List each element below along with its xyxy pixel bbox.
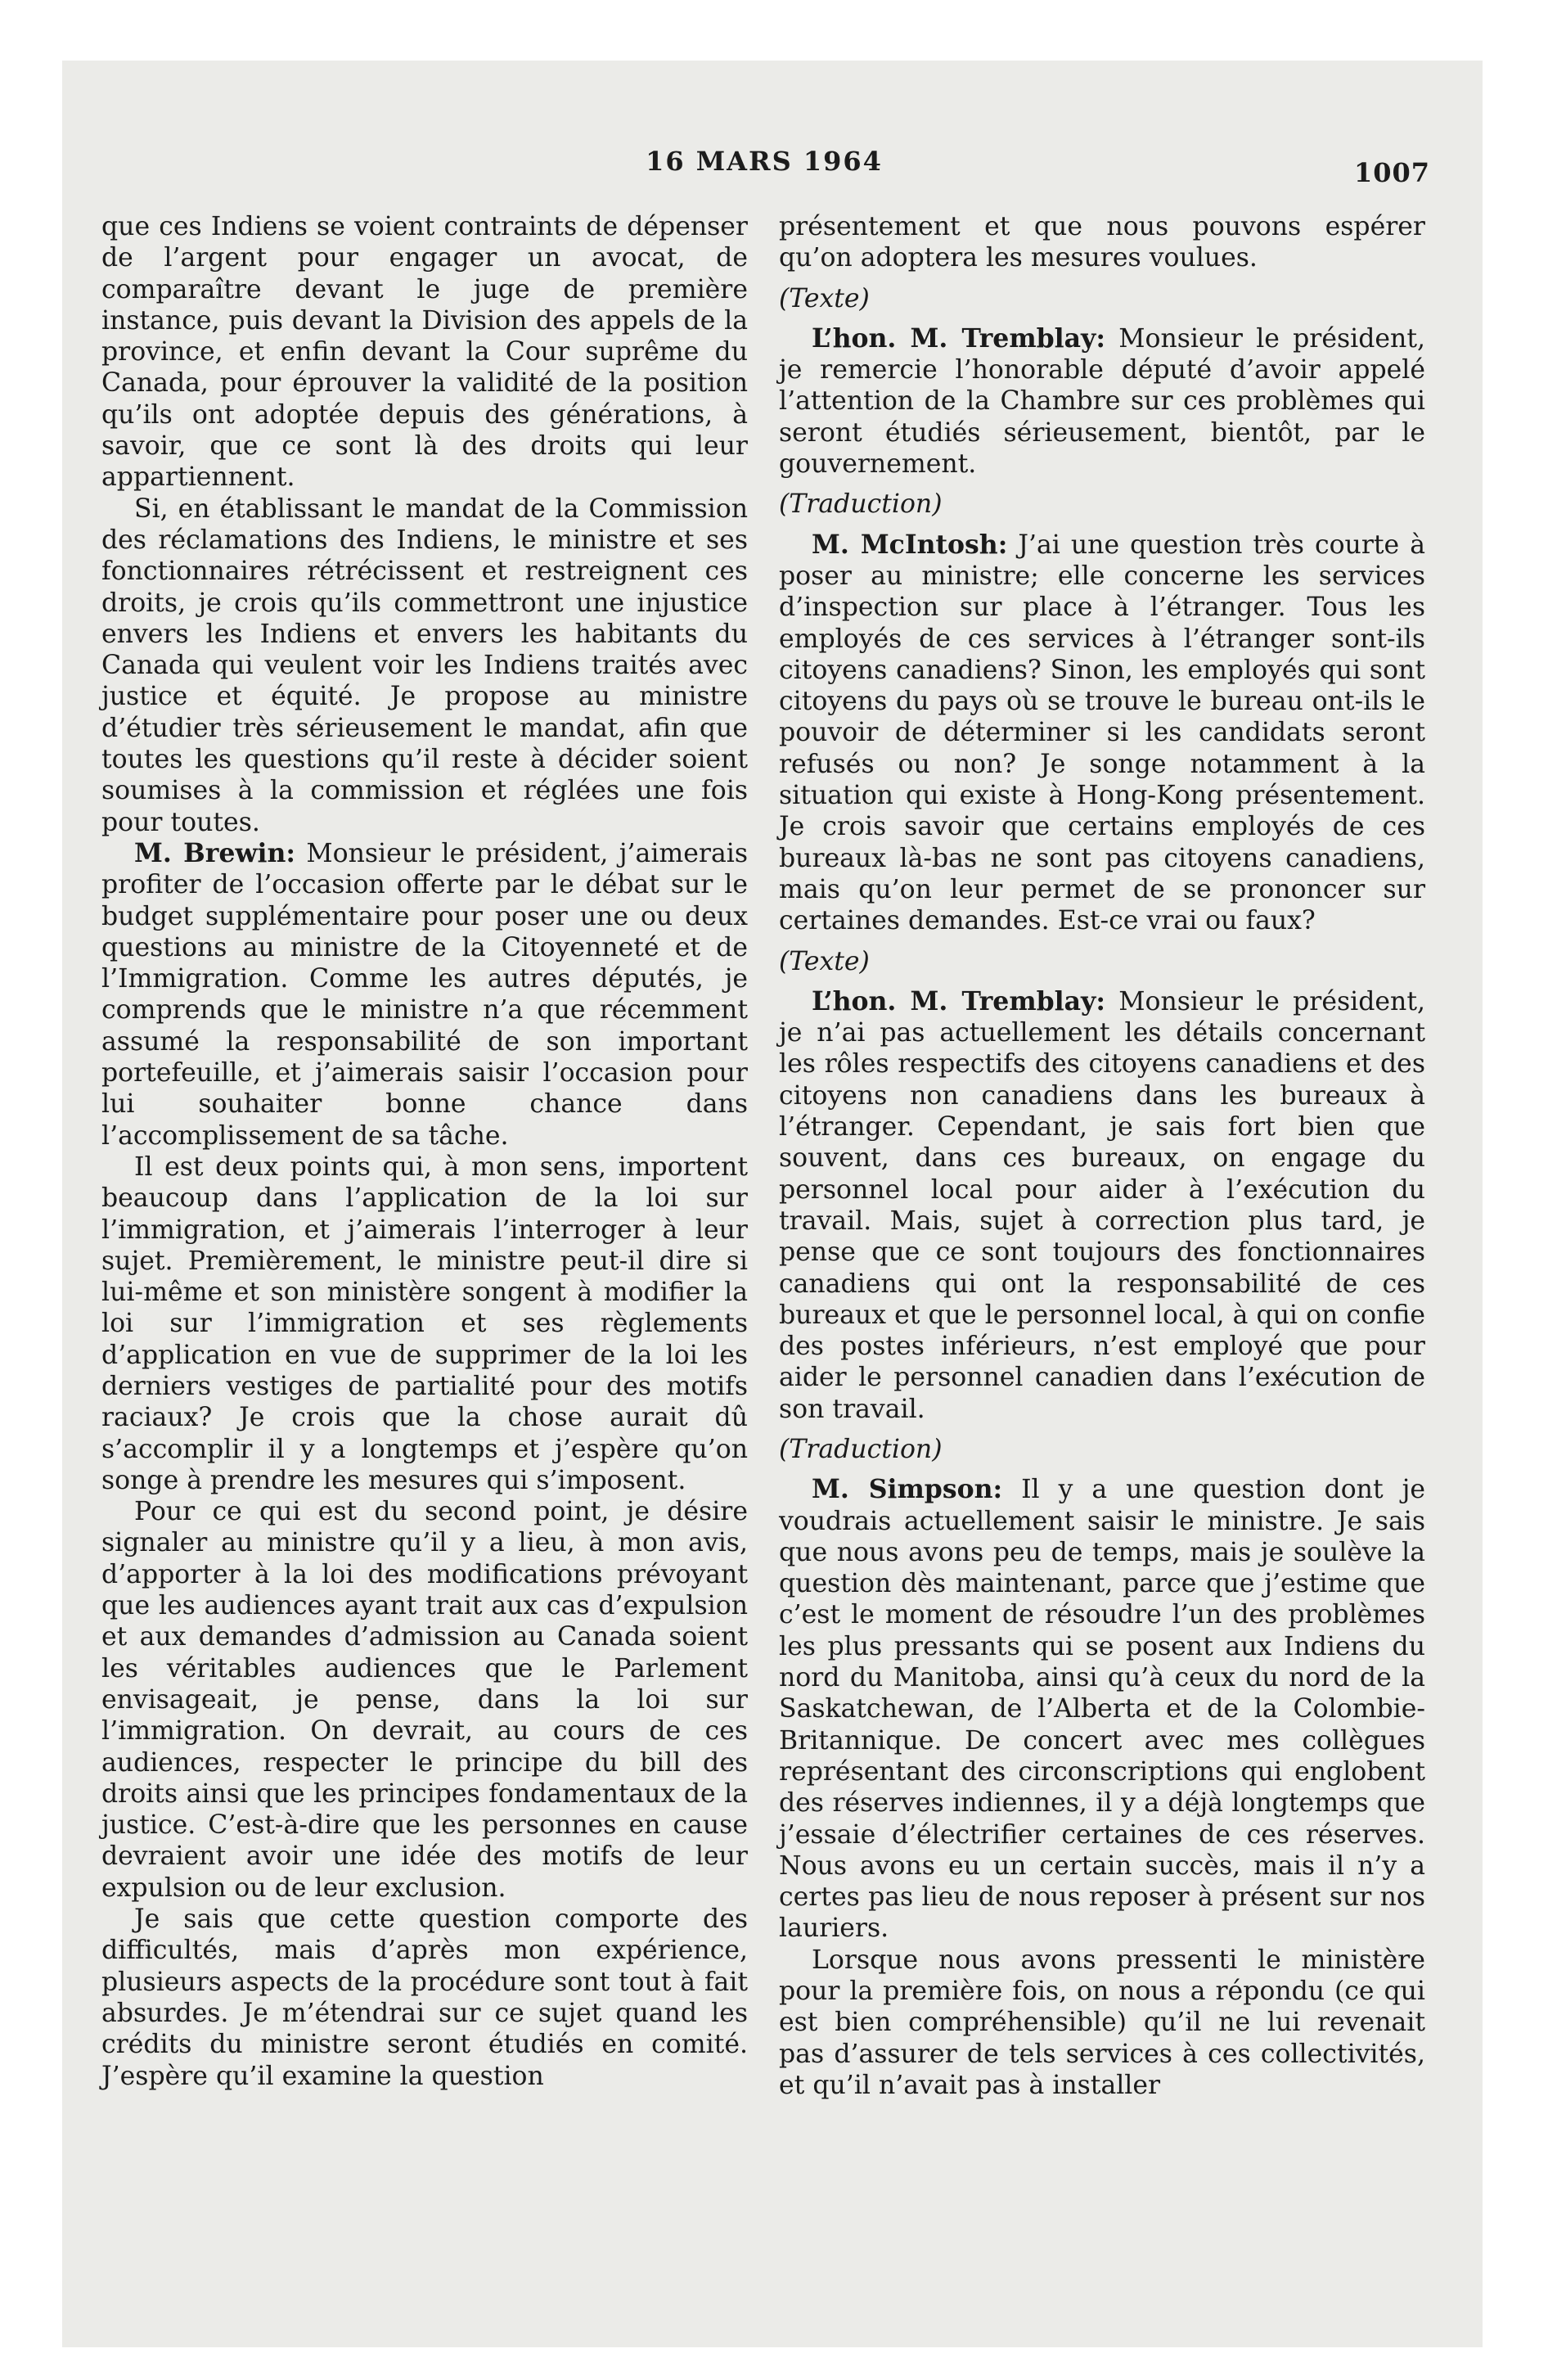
left-column — [101, 211, 748, 2092]
paragraph: Il est deux points qui, à mon sens, importent beaucoup dans l’application de la loi sur l’immigration, et j’aimerais l’interroger à leur sujet. Premièrement, le ministre peut-il dire si lui-même et son ministère songent à modifier la loi sur l’immigration et ses règlements d’application en vue de supprimer de la loi les derniers vestiges de partialité pour des motifs raciaux? Je crois que la chose aurait dû s’accomplir il y a longtemps et j’espère qu’on songe à prendre les mesures qui s’imposent. — [101, 1152, 748, 1495]
paragraph: Je sais que cette question comporte des difficultés, mais d’après mon expérience, plusieurs aspects de la procédure sont tout à fait absurdes. Je m’étendrai sur ce sujet quand les crédits du ministre seront étudiés en comité. J’espère qu’il examine la question — [101, 1904, 748, 2091]
speech-paragraph: M. Simpson: Il y a une question dont je voudrais actuellement saisir le ministre. Je sais que nous avons peu de temps, mais je soulève la question dès maintenant, parce que j’estime que c’est le moment de résoudre l’un des problèmes les plus pressants qui se posent aux Indiens du nord du Manitoba, ainsi qu’à ceux du nord de la Saskatchewan, de l’Alberta et de la Colombie-Britannique. De concert avec mes collègues représentant des circonscriptions qui englobent des réserves indiennes, il y a déjà longtemps que j’essaie d’électrifier certaines de ces réserves. Nous avons eu un certain succès, mais il n’y a certes pas lieu de nous reposer à présent sur nos lauriers. — [779, 1474, 1425, 1944]
language-note: (Texte) — [779, 946, 870, 976]
language-note: (Traduction) — [779, 1434, 943, 1464]
right-column — [779, 211, 1425, 2101]
speech-paragraph: L’hon. M. Tremblay: Monsieur le président, je remercie l’honorable député d’avoir appelé l’attention de la Chambre sur ces problèmes qui seront étudiés sérieusement, bientôt, par le gouvernement. — [779, 322, 1426, 480]
page-header — [98, 146, 1430, 195]
speaker-name: M. Simpson: — [812, 1474, 1003, 1505]
page-date: 16 MARS 1964 — [646, 146, 883, 177]
speaker-name: M. McIntosh: — [812, 529, 1008, 560]
page-number: 1007 — [1353, 157, 1430, 188]
speech-paragraph: M. Brewin: Monsieur le président, j’aimerais profiter de l’occasion offerte par le débat sur le budget supplémentaire pour poser une ou deux questions au ministre de la Citoyenneté et de l’Immigration. Comme les autres députés, je comprends que le ministre n’a que récemment assumé la responsabilité de son important portefeuille, et j’aimerais saisir l’occasion pour lui souhaiter bonne chance dans l’accomplissement de sa tâche. — [101, 837, 748, 1151]
speech-paragraph: L’hon. M. Tremblay: Monsieur le président, je n’ai pas actuellement les détails concernant les rôles respectifs des citoyens canadiens et des citoyens non canadiens dans les bureaux à l’étranger. Cependant, je sais fort bien que souvent, dans ces bureaux, on engage du personnel local pour aider à l’exécution du travail. Mais, sujet à correction plus tard, je pense que ce sont toujours des fonctionnaires canadiens qui ont la responsabilité de ces bureaux et que le personnel local, à qui on confie des postes inférieurs, n’est employé que pour aider le personnel canadien dans l’exécution de son travail. — [779, 985, 1426, 1424]
speaker-name: M. Brewin: — [134, 837, 296, 868]
paragraph: Pour ce qui est du second point, je désire signaler au ministre qu’il y a lieu, à mon avis, d’apporter à la loi des modifications prévoyant que les audiences ayant trait aux cas d’expulsion et aux demandes d’admission au Canada soient les véritables audiences que le Parlement envisageait, je pense, dans la loi sur l’immigration. On devrait, au cours de ces audiences, respecter le principe du bill des droits ainsi que les principes fondamentaux de la justice. C’est-à-dire que les personnes en cause devraient avoir une idée des motifs de leur expulsion ou de leur exclusion. — [101, 1497, 748, 1903]
paragraph: Si, en établissant le mandat de la Commission des réclamations des Indiens, le ministre et ses fonctionnaires rétrécissent et restreignent ces droits, je crois qu’ils commettront une injustice envers les Indiens et envers les habitants du Canada qui veulent voir les Indiens traités avec justice et équité. Je propose au ministre d’étudier très sérieusement le mandat, afin que toutes les questions qu’il reste à décider soient soumises à la commission et réglées une fois pour toutes. — [101, 494, 748, 837]
language-note: (Traduction) — [779, 489, 943, 520]
paragraph: présentement et que nous pouvons espérer qu’on adoptera les mesures voulues. — [779, 212, 1425, 273]
language-note: (Texte) — [779, 283, 870, 313]
speaker-name: L’hon. M. Tremblay: — [812, 322, 1105, 354]
speaker-name: L’hon. M. Tremblay: — [812, 985, 1105, 1016]
speech-paragraph: M. McIntosh: J’ai une question très courte à poser au ministre; elle concerne les services d’inspection sur place à l’étranger. Tous les employés de ces services à l’étranger sont-ils citoyens canadiens? Sinon, les employés qui sont citoyens du pays où se trouve le bureau ont-ils le pouvoir de déterminer si les candidats seront refusés ou non? Je songe notamment à la situation qui existe à Hong-Kong présentement. Je crois savoir que certains employés de ces bureaux là-bas ne sont pas citoyens canadiens, mais qu’on leur permet de se prononcer sur certaines demandes. Est-ce vrai ou faux? — [779, 529, 1426, 936]
paragraph: Lorsque nous avons pressenti le ministère pour la première fois, on nous a répondu (ce qui est bien compréhensible) qu’il ne lui revenait pas d’assurer de tels services à ces collectivités, et qu’il n’avait pas à installer — [779, 1945, 1425, 2100]
paragraph: que ces Indiens se voient contraints de dépenser de l’argent pour engager un avocat, de comparaître devant le juge de première instance, puis devant la Division des appels de la province, et enfin devant la Cour suprême du Canada, pour éprouver la validité de la position qu’ils ont adoptée depuis des générations, à savoir, que ce sont là des droits qui leur appartiennent. — [101, 212, 748, 493]
